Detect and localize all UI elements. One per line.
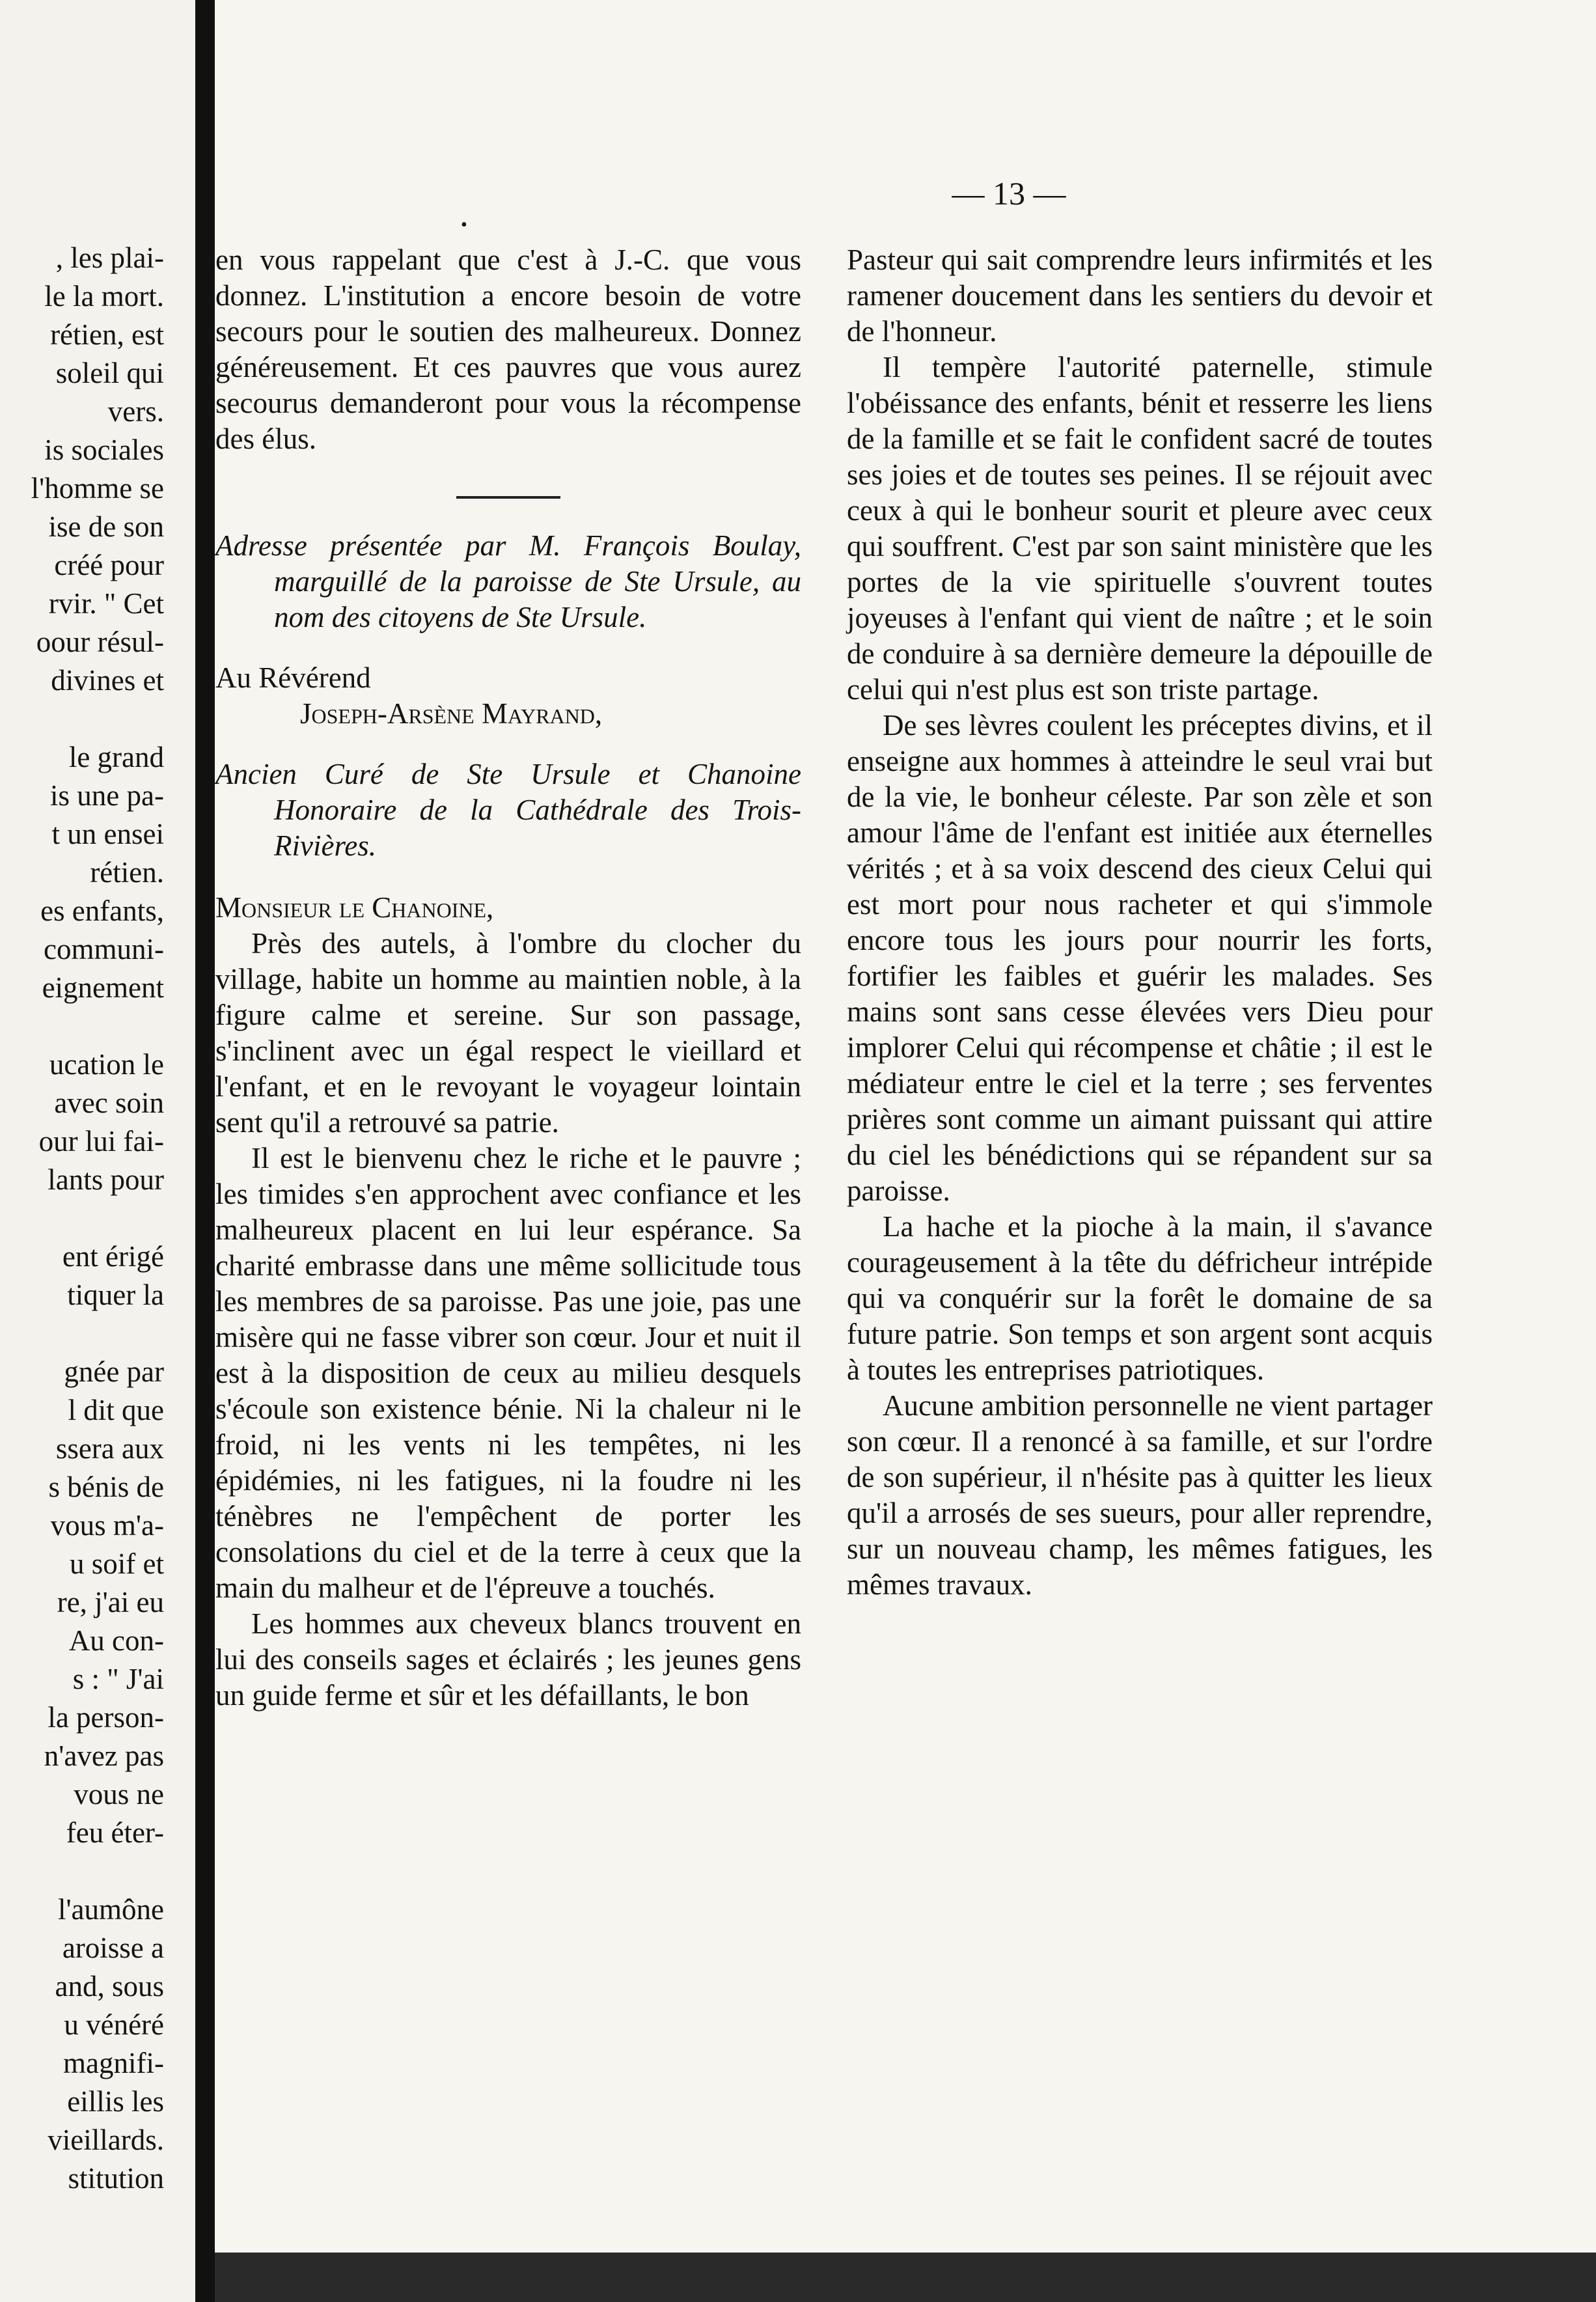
fragment-line: vous m'a- xyxy=(50,1509,164,1542)
paragraph: Les hommes aux cheveux blancs trouvent en lui des conseils sages et éclairés ; les jeunes gens un guide ferme et sûr et les défaillants, le bon xyxy=(215,1607,801,1712)
fragment-line: vers. xyxy=(107,395,164,428)
fragment-line: s : " J'ai xyxy=(72,1663,164,1695)
fragment-line: avec soin xyxy=(54,1087,164,1119)
fragment-line: , les plai- xyxy=(55,242,164,274)
fragment-line: rvir. " Cet xyxy=(48,587,164,620)
adjacent-page-fragment xyxy=(0,0,195,2302)
fragment-line: le grand xyxy=(68,741,164,773)
paragraph: Il est le bienvenu chez le riche et le pauvre ; les timides s'en approchent avec confiance et les malheureux placent en lui leur espérance. Sa charité embrasse dans une même sollicitude tous les membres de sa paroisse. Pas une joie, pas une misère qui ne fasse vibrer son cœur. Jour et nuit il est à la disposition de ceux au milieu desquels s'écoule son existence bénie. Ni la chaleur ni le froid, ni les vents ni les tempêtes, ni les épidémies, ni les fatigues, ni la foudre ni les ténèbres ne l'empêchent de porter les consolations du ciel et de la terre à ceux que la main du malheur et de l'épreuve a touchés. xyxy=(215,1142,801,1604)
fragment-line: u vénéré xyxy=(64,2008,164,2041)
book-gutter xyxy=(195,0,215,2302)
paragraph: Aucune ambition personnelle ne vient partager son cœur. Il a renoncé à sa famille, et sur l'ordre de son supérieur, il n'hésite pas à quitter les lieux qu'il a arrosés de ses sueurs, pour aller reprendre, sur un nouveau champ, les mêmes fatigues, les mêmes travaux. xyxy=(847,1389,1433,1601)
fragment-line: aroisse a xyxy=(62,1932,164,1964)
fragment-line: n'avez pas xyxy=(44,1740,164,1772)
fragment-line: u soif et xyxy=(70,1547,164,1580)
fragment-line: feu éter- xyxy=(66,1816,164,1849)
paragraph: La hache et la pioche à la main, il s'avance courageusement à la tête du défricheur intrépide qui va conquérir sur la forêt le domaine de sa future patrie. Son temps et son argent sont acquis à toutes les entreprises patriotiques. xyxy=(847,1210,1433,1386)
fragment-line: rétien. xyxy=(90,856,164,889)
fragment-line: Au con- xyxy=(68,1624,164,1657)
fragment-line: t un ensei xyxy=(51,818,164,850)
ink-dot: • xyxy=(461,215,467,235)
fragment-line: our lui fai- xyxy=(38,1125,164,1158)
paragraph: Il tempère l'autorité paternelle, stimule l'obéissance des enfants, bénit et resserre les liens de la famille et se fait le confident sacré de toutes ses joies et de toutes ses peines. Il se réjouit avec ceux à qui le bonheur sourit et pleure avec ceux qui souffrent. C'est par son saint ministère que les portes de la vie spirituelle s'ouvrent toutes joyeuses à l'enfant qui vient de naître ; et le soin de conduire à sa dernière demeure la dépouille de celui qui n'est plus est son triste partage. xyxy=(847,351,1433,706)
fragment-line: and, sous xyxy=(55,1970,164,2003)
fragment-line: soleil qui xyxy=(55,357,164,389)
fragment-line: gnée par xyxy=(64,1355,164,1388)
fragment-line: ucation le xyxy=(49,1048,164,1081)
recipient-titles: Ancien Curé de Ste Ursule et Chanoine Honoraire de la Cathédrale des Trois-Rivières. xyxy=(215,758,801,862)
fragment-line: tiquer la xyxy=(67,1279,164,1311)
fragment-line: le la mort. xyxy=(44,280,164,312)
fragment-line: is sociales xyxy=(44,434,164,466)
fragment-line: ise de son xyxy=(48,510,164,543)
recipient-prefix: Au Révérend xyxy=(215,661,371,694)
left-column xyxy=(215,242,801,1713)
fragment-line: divines et xyxy=(51,664,164,697)
fragment-line: s bénis de xyxy=(48,1471,164,1503)
section-divider xyxy=(456,496,560,499)
fragment-line: oour résul- xyxy=(36,626,164,658)
scan-border xyxy=(215,2253,1596,2302)
fragment-line: magnifi- xyxy=(63,2047,164,2079)
fragment-line: l'homme se xyxy=(31,472,164,505)
fragment-line: rétien, est xyxy=(50,318,164,351)
fragment-line: is une pa- xyxy=(50,779,164,812)
recipient-name: Joseph-Arsène Mayrand, xyxy=(300,697,603,730)
fragment-line: l dit que xyxy=(68,1394,164,1426)
opening-paragraph: en vous rappelant que c'est à J.-C. que vous donnez. L'institution a encore besoin de votre secours pour le soutien des malheureux. Donnez généreusement. Et ces pauvres que vous aurez secourus demanderont pour vous la récompense des élus. xyxy=(215,243,801,455)
address-title: Adresse présentée par M. François Boulay, marguillé de la paroisse de Ste Ursule, au nom des citoyens de Ste Ursule. xyxy=(215,529,801,633)
salutation: Monsieur le Chanoine, xyxy=(215,891,494,924)
fragment-line: es enfants, xyxy=(40,894,164,927)
paragraph: De ses lèvres coulent les préceptes divins, et il enseigne aux hommes à atteindre le seul vrai but de la vie, le bonheur céleste. Par son zèle et son amour l'âme de l'enfant est initiée aux éternelles vérités ; et à sa voix descend des cieux Celui qui est mort pour nous racheter et qui s'immole encore tous les jours pour nourrir les forts, fortifier les faibles et guérir les malades. Ses mains sont sans cesse élevées vers Dieu pour implorer Celui qui récompense et châtie ; il est le médiateur entre le ciel et la terre ; ses ferventes prières sont comme un aimant puissant qui attire du ciel les bénédictions qui se répandent sur sa paroisse. xyxy=(847,709,1433,1207)
fragment-line: l'aumône xyxy=(57,1893,164,1926)
fragment-line: eignement xyxy=(42,971,164,1004)
right-column xyxy=(847,242,1433,1603)
fragment-line: vous ne xyxy=(74,1778,164,1810)
fragment-line: eillis les xyxy=(67,2085,164,2118)
page-number: — 13 — xyxy=(952,175,1066,212)
fragment-line: la person- xyxy=(48,1701,164,1734)
fragment-line: lants pour xyxy=(48,1163,164,1196)
fragment-line: créé pour xyxy=(54,549,164,581)
fragment-line: communi- xyxy=(44,933,164,965)
fragment-line: vieillards. xyxy=(48,2124,164,2156)
paragraph: Près des autels, à l'ombre du clocher du village, habite un homme au maintien noble, à la figure calme et sereine. Sur son passage, s'inclinent avec un égal respect le vieillard et l'enfant, et en le revoyant le voyageur lointain sent qu'il a retrouvé sa patrie. xyxy=(215,927,801,1139)
page xyxy=(215,0,1596,2302)
fragment-line: stitution xyxy=(68,2162,164,2195)
fragment-line: ssera aux xyxy=(55,1432,164,1465)
fragment-line: ent érigé xyxy=(62,1240,164,1273)
paragraph: Pasteur qui sait comprendre leurs infirmités et les ramener doucement dans les sentiers du devoir et de l'honneur. xyxy=(847,243,1433,348)
fragment-line: re, j'ai eu xyxy=(57,1586,164,1618)
